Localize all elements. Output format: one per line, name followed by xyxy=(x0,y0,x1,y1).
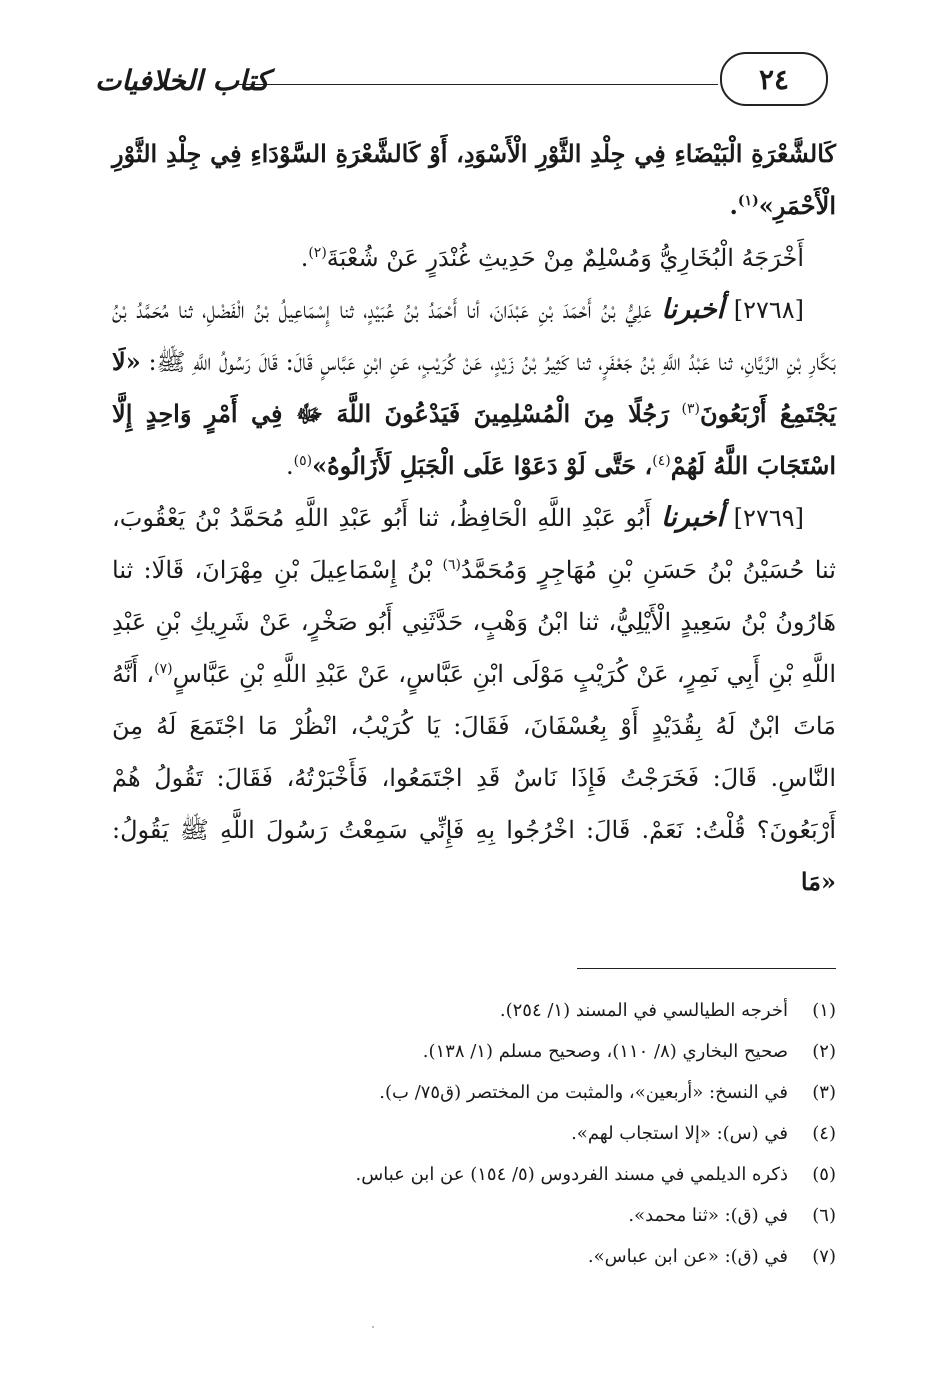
takhrij-paragraph: أَخْرَجَهُ الْبُخَارِيُّ وَمُسْلِمٌ مِنْ حَدِيثِ غُنْدَرٍ عَنْ شُعْبَةَ$^{(٢)}$. xyxy=(300,244,804,272)
footnote-text: أخرجه الطيالسي في المسند (١/ ٢٥٤). xyxy=(499,1000,788,1021)
footnote-ref: (٢) xyxy=(308,245,327,261)
akhbarana-keyword: أخبرنا xyxy=(661,294,725,325)
matn-text: «مَا xyxy=(800,867,836,896)
matn-line: كَالشَّعْرَةِ الْبَيْضَاءِ فِي جِلْدِ الثَّوْرِ الْأَسْوَدِ، أَوْ كَالشَّعْرَةِ السَّوْدَاءِ فِي جِلْدِ الثَّوْرِ xyxy=(112,139,836,168)
footnote-number: (٢) xyxy=(812,1041,836,1062)
header-rule xyxy=(235,84,718,85)
footnote-item xyxy=(112,1236,836,1277)
hadith-2769 xyxy=(112,492,836,908)
footnote-number: (٤) xyxy=(812,1123,836,1144)
akhbarana-keyword: أخبرنا xyxy=(660,502,724,533)
footnote-text: في (ق): «عن ابن عباس». xyxy=(587,1246,788,1267)
footnote-item xyxy=(112,1031,836,1072)
takhrij-text: أَخْرَجَهُ الْبُخَارِيُّ وَمُسْلِمٌ مِنْ حَدِيثِ غُنْدَرٍ عَنْ شُعْبَةَ xyxy=(326,244,804,272)
footnote-ref: (١) xyxy=(737,193,759,209)
footnote-text: ذكره الديلمي في مسند الفردوس (٥/ ١٥٤) عن ابن عباس. xyxy=(355,1164,788,1185)
footnote-text: في (ق): «ثنا محمد». xyxy=(628,1205,788,1226)
isnad-text: أَبُو عَبْدِ اللَّهِ الْحَافِظُ، ثنا أَبُو عَبْدِ اللَّهِ مُحَمَّدُ بْنُ يَعْقُوبَ، ثنا حُسَيْنُ بْنُ حَسَنِ بْنِ مُهَاجِرٍ وَمُحَمَّدُ xyxy=(112,504,836,584)
footnote-item xyxy=(112,1113,836,1154)
narrative-text: ، أَنَّهُ مَاتَ ابْنٌ لَهُ بِقُدَيْدٍ أَوْ بِعُسْفَانَ، فَقَالَ: يَا كُرَيْبُ، انْظُرْ مَا اجْتَمَعَ لَهُ مِنَ النَّاسِ. قَالَ: فَخَرَجْتُ فَإِذَا نَاسٌ قَدِ اجْتَمَعُوا، فَأَخْبَرْتُهُ، فَقَالَ: تَقُولُ هُمْ أَرْبَعُونَ؟ قُلْتُ: نَعَمْ. قَالَ: اخْرُجُوا بِهِ فَإِنِّي سَمِعْتُ رَسُولَ اللَّهِ ﷺ يَقُولُ: xyxy=(112,660,836,844)
book-title: كتاب الخلافيات xyxy=(95,64,270,97)
footnote-text: صحيح البخاري (٨/ ١١٠)، وصحيح مسلم (١/ ١٣٨). xyxy=(422,1041,788,1062)
footnote-item xyxy=(112,1072,836,1113)
matn-line-end: الْأَحْمَرِ» xyxy=(758,191,836,220)
hadith-number: [٢٧٦٨] xyxy=(733,296,804,324)
footnote-number: (٧) xyxy=(812,1246,836,1267)
isnad-text: عَلِيُّ بْنُ أَحْمَدَ بْنِ عَبْدَانَ، أنا أَحْمَدُ بْنُ عُبَيْدٍ، ثنا إِسْمَاعِيلُ بْنُ الْفَضْلِ، ثنا مُحَمَّدُ بْنُ بَكَّارِ بْنِ الرَّيَّانِ، ثنا عَبْدُ اللَّهِ بْنُ جَعْفَرٍ، ثنا كَثِيرُ بْنُ زَيْدٍ، عَنْ كُرَيْبٍ، عَنِ ابْنِ عَبَّاسٍ قَالَ: قَالَ رَسُولُ اللَّهِ ﷺ: xyxy=(112,296,836,376)
footnotes-list xyxy=(112,990,836,1277)
footnote-item xyxy=(112,1195,836,1236)
scan-speck xyxy=(372,1326,374,1328)
footnote-ref: (٦) xyxy=(442,557,461,573)
footnote-ref: (٣) xyxy=(681,401,700,417)
hadith-number: [٢٧٦٩] xyxy=(733,504,804,532)
footnote-item xyxy=(112,1154,836,1195)
page-header xyxy=(95,60,848,120)
isnad-text: بْنُ إِسْمَاعِيلَ بْنِ مِهْرَانَ، قَالَا: ثنا هَارُونُ بْنُ سَعِيدٍ الْأَيْلِيُّ، ثنا ابْنُ وَهْبٍ، حَدَّثَنِي أَبُو صَخْرٍ، عَنْ شَرِيكِ بْنِ عَبْدِ اللَّهِ بْنِ أَبِي نَمِرٍ، عَنْ كُرَيْبٍ مَوْلَى ابْنِ عَبَّاسٍ، عَنْ عَبْدِ اللَّهِ بْنِ عَبَّاسٍ xyxy=(112,556,836,688)
hadith-2768: [٢٧٦٨] أخبرنا عَلِيُّ بْنُ أَحْمَدَ بْنِ عَبْدَانَ، أنا أَحْمَدُ بْنُ عُبَيْدٍ، ثنا إِسْمَاعِيلُ بْنُ الْفَضْلِ، ثنا مُحَمَّدُ بْنُ بَكَّارِ بْنِ الرَّيَّانِ، ثنا عَبْدُ اللَّهِ بْنُ جَعْفَرٍ، ثنا كَثِيرُ بْنُ زَيْدٍ، عَنْ كُرَيْبٍ، عَنِ ابْنِ عَبَّاسٍ قَالَ: قَالَ رَسُولُ اللَّهِ ﷺ: «لَا يَجْتَمِعُ أَرْبَعُونَ$^{(٣)}$ رَجُلًا مِنَ الْمُسْلِمِينَ فَيَدْعُونَ اللَّهَ ﷻ فِي أَمْرٍ وَاحِدٍ إِلَّا اسْتَجَابَ اللَّهُ لَهُمْ$^{(٤)}$، حَتَّى لَوْ دَعَوْا عَلَى الْجَبَلِ لَأَزَالُوهُ»$^{(٥)}$. xyxy=(112,294,836,480)
footnote-ref: (٧) xyxy=(154,661,173,677)
footnote-number: (٥) xyxy=(812,1164,836,1185)
matn-text: رَجُلًا مِنَ الْمُسْلِمِينَ فَيَدْعُونَ اللَّهَ ﷻ فِي أَمْرٍ وَاحِدٍ إِلَّا اسْتَجَابَ اللَّهُ لَهُمْ xyxy=(112,399,836,480)
matn-text: ، حَتَّى لَوْ دَعَوْا عَلَى الْجَبَلِ لَأَزَالُوهُ» xyxy=(312,451,653,480)
footnote-text: في النسخ: «أربعين»، والمثبت من المختصر (ق٧٥/ ب). xyxy=(379,1082,788,1103)
footnote-number: (٦) xyxy=(812,1205,836,1226)
footnote-ref: (٥) xyxy=(293,453,313,469)
main-text xyxy=(112,128,836,908)
footnote-ref: (٤) xyxy=(652,453,671,469)
page-number: ٢٤ xyxy=(720,52,828,106)
footnote-separator xyxy=(577,968,836,969)
footnote-number: (١) xyxy=(812,1000,836,1021)
footnote-number: (٣) xyxy=(812,1082,836,1103)
footnote-item xyxy=(112,990,836,1031)
matn-text: «لَا يَجْتَمِعُ أَرْبَعُونَ xyxy=(112,347,836,428)
hadith-continuation: كَالشَّعْرَةِ الْبَيْضَاءِ فِي جِلْدِ الثَّوْرِ الْأَسْوَدِ، أَوْ كَالشَّعْرَةِ السَّوْدَاءِ فِي جِلْدِ الثَّوْرِ الْأَحْمَرِ»$^{(١)}$. xyxy=(112,139,836,220)
footnote-text: في (س): «إلا استجاب لهم». xyxy=(571,1123,788,1144)
